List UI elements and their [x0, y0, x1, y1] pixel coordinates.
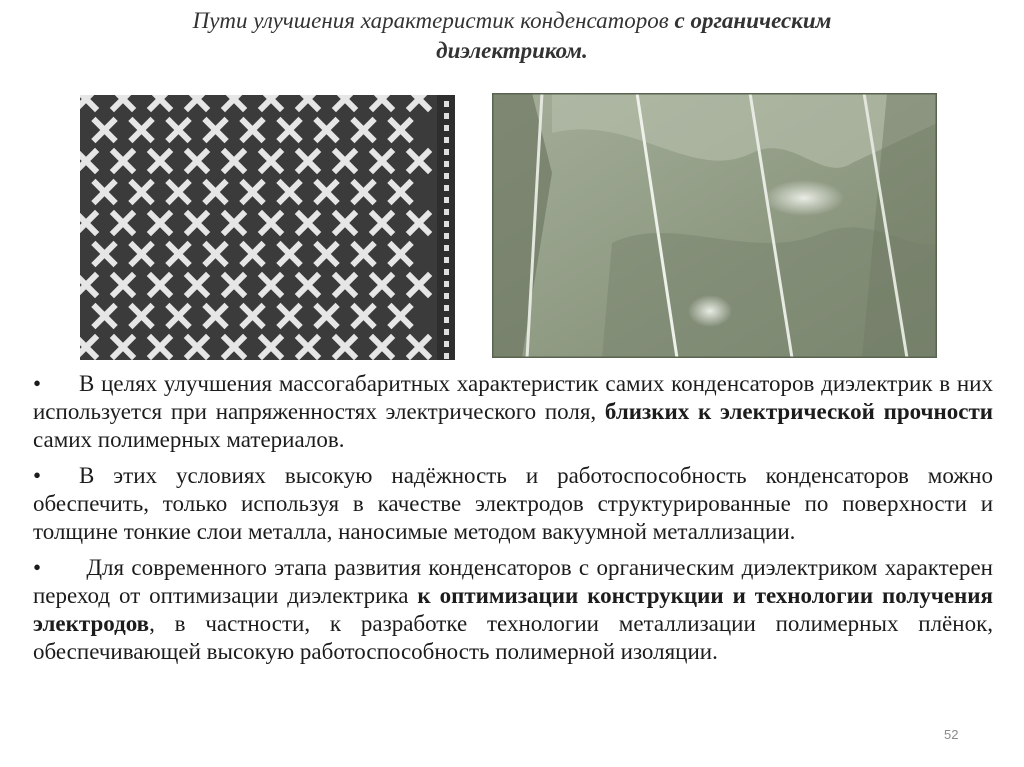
pattern-edge-mark	[444, 233, 449, 239]
bullet-text: В целях улучшения массогабаритных характеристик самих конденсаторов диэлектрик в них используется при напряженностях электрического поля,	[33, 371, 993, 424]
bullet-text-tail: самих полимерных материалов.	[33, 427, 345, 452]
pattern-edge-mark	[444, 221, 449, 227]
pattern-edge-mark	[444, 281, 449, 287]
pattern-edge-mark	[444, 161, 449, 167]
pattern-edge-mark	[444, 209, 449, 215]
bullet-list	[33, 370, 993, 674]
pattern-edge-mark	[444, 137, 449, 143]
pattern-edge-mark	[444, 257, 449, 263]
bullet-item	[33, 370, 993, 454]
title-part-2: с органическим	[674, 8, 832, 33]
photo-drawing	[492, 93, 937, 358]
title-part-3: диэлектриком.	[436, 38, 588, 63]
page-number: 52	[944, 727, 959, 742]
pattern-edge-mark	[444, 245, 449, 251]
bullet-marker: •	[33, 463, 42, 488]
metallized-film-photo	[492, 93, 937, 358]
pattern-edge-mark	[444, 197, 449, 203]
pattern-edge-mark	[444, 113, 449, 119]
bullet-marker: •	[33, 371, 42, 396]
pattern-edge-mark	[444, 173, 449, 179]
title-part-1: Пути улучшения характеристик конденсаторов	[192, 8, 675, 33]
pattern-edge-mark	[444, 269, 449, 275]
pattern-edge-mark	[444, 185, 449, 191]
bullet-text-tail: , в частности, к разработке технологии металлизации полимерных плёнок, обеспечивающей высокую работоспособность полимерной изоляции.	[33, 611, 993, 664]
crosshatch-pattern-image	[80, 95, 455, 360]
slide-title	[60, 6, 964, 66]
pattern-edge-mark	[444, 353, 449, 359]
pattern-edge-mark	[444, 125, 449, 131]
pattern-drawing	[80, 95, 455, 360]
bullet-text: Для современного этапа развития конденсаторов с органическим диэлектриком характерен переход от оптимизации диэлектрика	[33, 555, 993, 608]
pattern-edge-mark	[444, 101, 449, 107]
bullet-text: В этих условиях высокую надёжность и работоспособность конденсаторов можно обеспечить, только используя в качестве электродов структурированные по поверхности и толщине тонкие слои металла, наносимые методом вакуумной металлизации.	[33, 463, 993, 544]
bullet-item	[33, 462, 993, 546]
pattern-edge-mark	[444, 305, 449, 311]
pattern-edge-mark	[444, 317, 449, 323]
pattern-edge-mark	[444, 293, 449, 299]
pattern-edge-mark	[444, 149, 449, 155]
pattern-edge-mark	[444, 341, 449, 347]
bullet-bold-text: к оптимизации конструкции и технологии получения электродов	[33, 583, 993, 636]
bullet-item	[33, 554, 993, 666]
bullet-bold-text: близких к электрической прочности	[604, 399, 994, 424]
bullet-marker: •	[33, 555, 42, 580]
pattern-edge-mark	[444, 329, 449, 335]
